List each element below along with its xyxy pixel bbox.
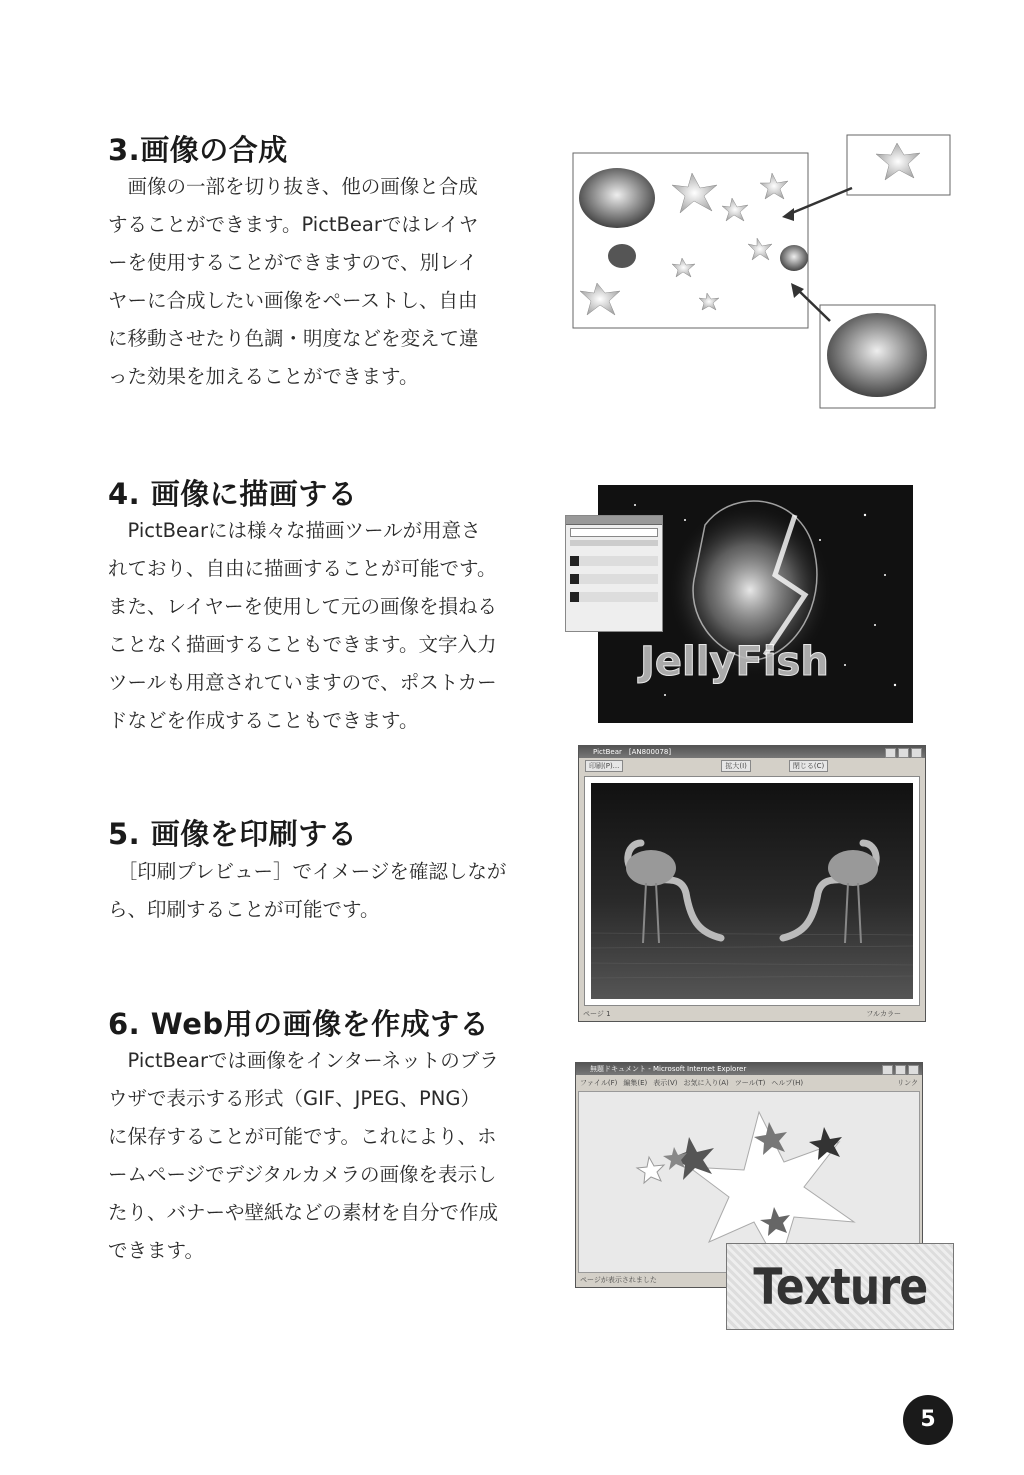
text-line: ら、印刷することが可能です。 bbox=[108, 898, 380, 921]
menu-edit[interactable]: 編集(E) bbox=[623, 1078, 648, 1087]
text-line: ーを使用することができますので、別レイ bbox=[108, 251, 478, 274]
text-line: また、レイヤーを使用して元の画像を損ねる bbox=[108, 595, 498, 618]
print-status-color: フルカラー bbox=[866, 1010, 901, 1018]
section-4-title: 4. 画像に描画する bbox=[108, 477, 358, 511]
section-4-body bbox=[108, 512, 548, 740]
text-line: PictBearには様々な描画ツールが用意さ bbox=[108, 519, 481, 542]
close-icon[interactable] bbox=[908, 1065, 919, 1075]
section-6-body bbox=[108, 1042, 548, 1270]
layer-row[interactable] bbox=[570, 592, 658, 602]
text-line: PictBearでは画像をインターネットのブラ bbox=[108, 1049, 499, 1072]
browser-menubar bbox=[580, 1077, 918, 1088]
close-preview-button[interactable]: 閉じる(C) bbox=[789, 760, 828, 772]
drawing-figure bbox=[565, 485, 915, 725]
text-line: ヤーに合成したい画像をペーストし、自由 bbox=[108, 289, 478, 312]
compositing-figure bbox=[572, 133, 952, 413]
text-line: れており、自由に描画することが可能です。 bbox=[108, 557, 497, 580]
zoom-in-button[interactable]: 拡大(I) bbox=[721, 760, 751, 772]
layer-row[interactable] bbox=[570, 574, 658, 584]
layer-row[interactable] bbox=[570, 540, 658, 546]
section-5-title: 5. 画像を印刷する bbox=[108, 817, 358, 851]
text-line: った効果を加えることができます。 bbox=[108, 365, 419, 388]
layers-panel bbox=[565, 515, 663, 632]
menu-file[interactable]: ファイル(F) bbox=[580, 1078, 618, 1087]
layer-row[interactable] bbox=[570, 556, 658, 566]
links-button[interactable]: リンク bbox=[897, 1078, 918, 1087]
print-toolbar bbox=[581, 760, 923, 772]
section-3-title: 3.画像の合成 bbox=[108, 133, 288, 167]
text-line: ことなく描画することもできます。文字入力 bbox=[108, 633, 497, 656]
print-status-page: ページ 1 bbox=[583, 1010, 611, 1018]
drawing-sample-text: JellyFish bbox=[640, 639, 829, 685]
text-line: できます。 bbox=[108, 1239, 204, 1262]
text-line: に保存することが可能です。これにより、ホ bbox=[108, 1125, 497, 1148]
texture-label: Texture bbox=[752, 1257, 927, 1316]
section-3-body bbox=[108, 168, 548, 396]
print-window-titlebar bbox=[579, 746, 925, 758]
text-line: たり、バナーや壁紙などの素材を自分で作成 bbox=[108, 1201, 499, 1224]
text-line: ウザで表示する形式（GIF、JPEG、PNG） bbox=[108, 1087, 480, 1110]
blend-mode-select[interactable] bbox=[570, 528, 658, 537]
text-line: ームページでデジタルカメラの画像を表示し bbox=[108, 1163, 497, 1186]
browser-window-title: 無題ドキュメント - Microsoft Internet Explorer bbox=[590, 1065, 747, 1073]
window-controls bbox=[885, 748, 922, 758]
menu-tools[interactable]: ツール(T) bbox=[734, 1078, 766, 1087]
menu-favorites[interactable]: お気に入り(A) bbox=[683, 1078, 729, 1087]
section-5-body bbox=[108, 853, 548, 929]
text-line: に移動させたり色調・明度などを変えて違 bbox=[108, 327, 479, 350]
print-button[interactable]: 印刷(P)... bbox=[585, 760, 623, 772]
menu-view[interactable]: 表示(V) bbox=[653, 1078, 678, 1087]
text-line: することができます。PictBearではレイヤ bbox=[108, 213, 479, 236]
maximize-icon[interactable] bbox=[898, 748, 909, 758]
preview-page bbox=[584, 776, 920, 1006]
page-number-badge: 5 bbox=[903, 1395, 953, 1445]
flamingo-image bbox=[591, 783, 913, 999]
browser-status: ページが表示されました bbox=[580, 1276, 657, 1284]
layers-panel-titlebar bbox=[566, 516, 662, 525]
minimize-icon[interactable] bbox=[885, 748, 896, 758]
text-line: ドなどを作成することもできます。 bbox=[108, 709, 419, 732]
text-line: ツールも用意されていますので、ポストカー bbox=[108, 671, 497, 694]
text-line: ［印刷プレビュー］でイメージを確認しなが bbox=[108, 860, 507, 883]
close-icon[interactable] bbox=[911, 748, 922, 758]
print-window-title: PictBear [AN800078] bbox=[593, 748, 672, 756]
section-6-title: 6. Web用の画像を作成する bbox=[108, 1007, 490, 1041]
maximize-icon[interactable] bbox=[895, 1065, 906, 1075]
minimize-icon[interactable] bbox=[882, 1065, 893, 1075]
menu-help[interactable]: ヘルプ(H) bbox=[771, 1078, 804, 1087]
texture-banner bbox=[726, 1243, 954, 1330]
compositing-illustration bbox=[572, 133, 952, 413]
window-controls bbox=[882, 1065, 919, 1075]
browser-titlebar bbox=[576, 1063, 922, 1075]
print-preview-window bbox=[578, 745, 926, 1022]
text-line: 画像の一部を切り抜き、他の画像と合成 bbox=[108, 175, 478, 198]
